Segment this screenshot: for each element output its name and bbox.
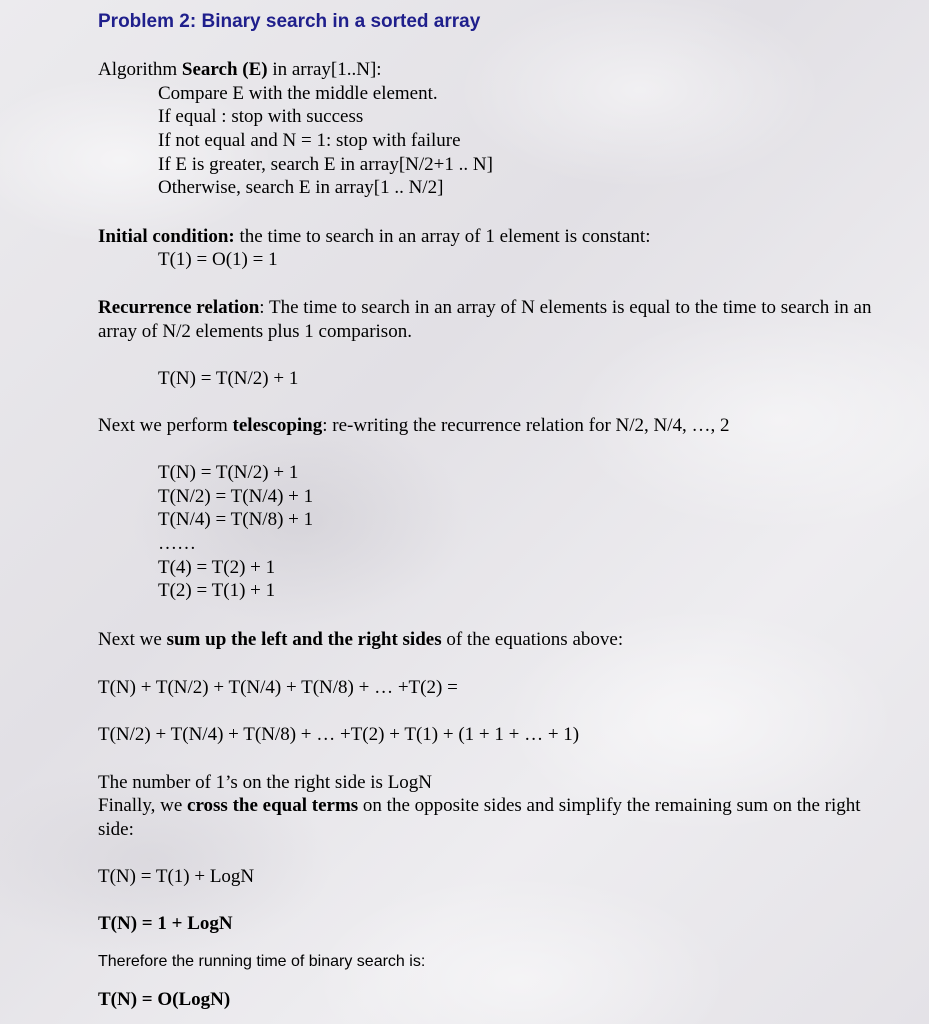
algorithm-heading-suffix: in array[1..N]: — [267, 59, 382, 80]
ones-count: The number of 1’s on the right side is LogN — [98, 772, 433, 793]
recurrence-label: Recurrence relation — [98, 297, 260, 318]
initial-condition-text: the time to search in an array of 1 element is constant: — [234, 226, 651, 247]
sum-prefix: Next we — [98, 629, 167, 650]
telescoping-suffix: : re-writing the recurrence relation for N/2, N/4, …, 2 — [322, 415, 730, 436]
sum-right-side: T(N/2) + T(N/4) + T(N/8) + … +T(2) + T(1) + (1 + 1 + … + 1) — [98, 724, 580, 745]
telescoping-equation: T(4) = T(2) + 1 — [158, 557, 276, 578]
simplify-prefix: Finally, we — [98, 795, 188, 816]
telescoping-equation: T(N/4) = T(N/8) + 1 — [158, 509, 314, 530]
algorithm-name: Search (E) — [181, 59, 268, 80]
initial-condition-label: Initial condition: — [98, 226, 235, 247]
simplify-intro — [98, 794, 861, 818]
telescoping-equation: T(N/2) = T(N/4) + 1 — [158, 486, 314, 507]
recurrence-formula: T(N) = T(N/2) + 1 — [158, 368, 299, 389]
algorithm-step: If not equal and N = 1: stop with failure — [158, 130, 461, 151]
page-title: Problem 2: Binary search in a sorted array — [98, 11, 481, 32]
algorithm-step: If E is greater, search E in array[N/2+1 .. N] — [158, 154, 493, 175]
telescoping-term: telescoping — [232, 415, 323, 436]
algorithm-heading — [98, 58, 382, 82]
initial-condition-formula: T(1) = O(1) = 1 — [158, 249, 278, 270]
recurrence-text-continued: array of N/2 elements plus 1 comparison. — [98, 321, 412, 342]
initial-condition — [98, 225, 650, 249]
telescoping-intro — [98, 414, 730, 438]
recurrence-text: : The time to search in an array of N elements is equal to the time to search in an — [259, 297, 872, 318]
simplify-emphasis: cross the equal terms — [187, 795, 359, 816]
result-formula-text: T(N) = 1 + LogN — [98, 913, 233, 934]
conclusion-formula — [98, 988, 230, 1012]
conclusion-text: Therefore the running time of binary search is: — [98, 953, 426, 970]
recurrence-relation — [98, 296, 871, 320]
sum-suffix: of the equations above: — [441, 629, 624, 650]
result-formula — [98, 912, 233, 936]
algorithm-heading-prefix: Algorithm — [98, 59, 182, 80]
conclusion-formula-text: T(N) = O(LogN) — [98, 989, 231, 1010]
telescoping-equation: T(N) = T(N/2) + 1 — [158, 462, 299, 483]
algorithm-step: Otherwise, search E in array[1 .. N/2] — [158, 177, 444, 198]
simplified-formula: T(N) = T(1) + LogN — [98, 866, 255, 887]
telescoping-equation: T(2) = T(1) + 1 — [158, 580, 276, 601]
sum-left-side: T(N) + T(N/2) + T(N/4) + T(N/8) + … +T(2) = — [98, 677, 458, 698]
algorithm-step: If equal : stop with success — [158, 106, 364, 127]
simplify-suffix: on the opposite sides and simplify the remaining sum on the right — [358, 795, 861, 816]
telescoping-prefix: Next we perform — [98, 415, 233, 436]
sum-intro — [98, 628, 623, 652]
sum-emphasis: sum up the left and the right sides — [166, 629, 442, 650]
simplify-text-continued: side: — [98, 819, 134, 840]
algorithm-step: Compare E with the middle element. — [158, 83, 438, 104]
telescoping-ellipsis: …… — [158, 533, 196, 554]
